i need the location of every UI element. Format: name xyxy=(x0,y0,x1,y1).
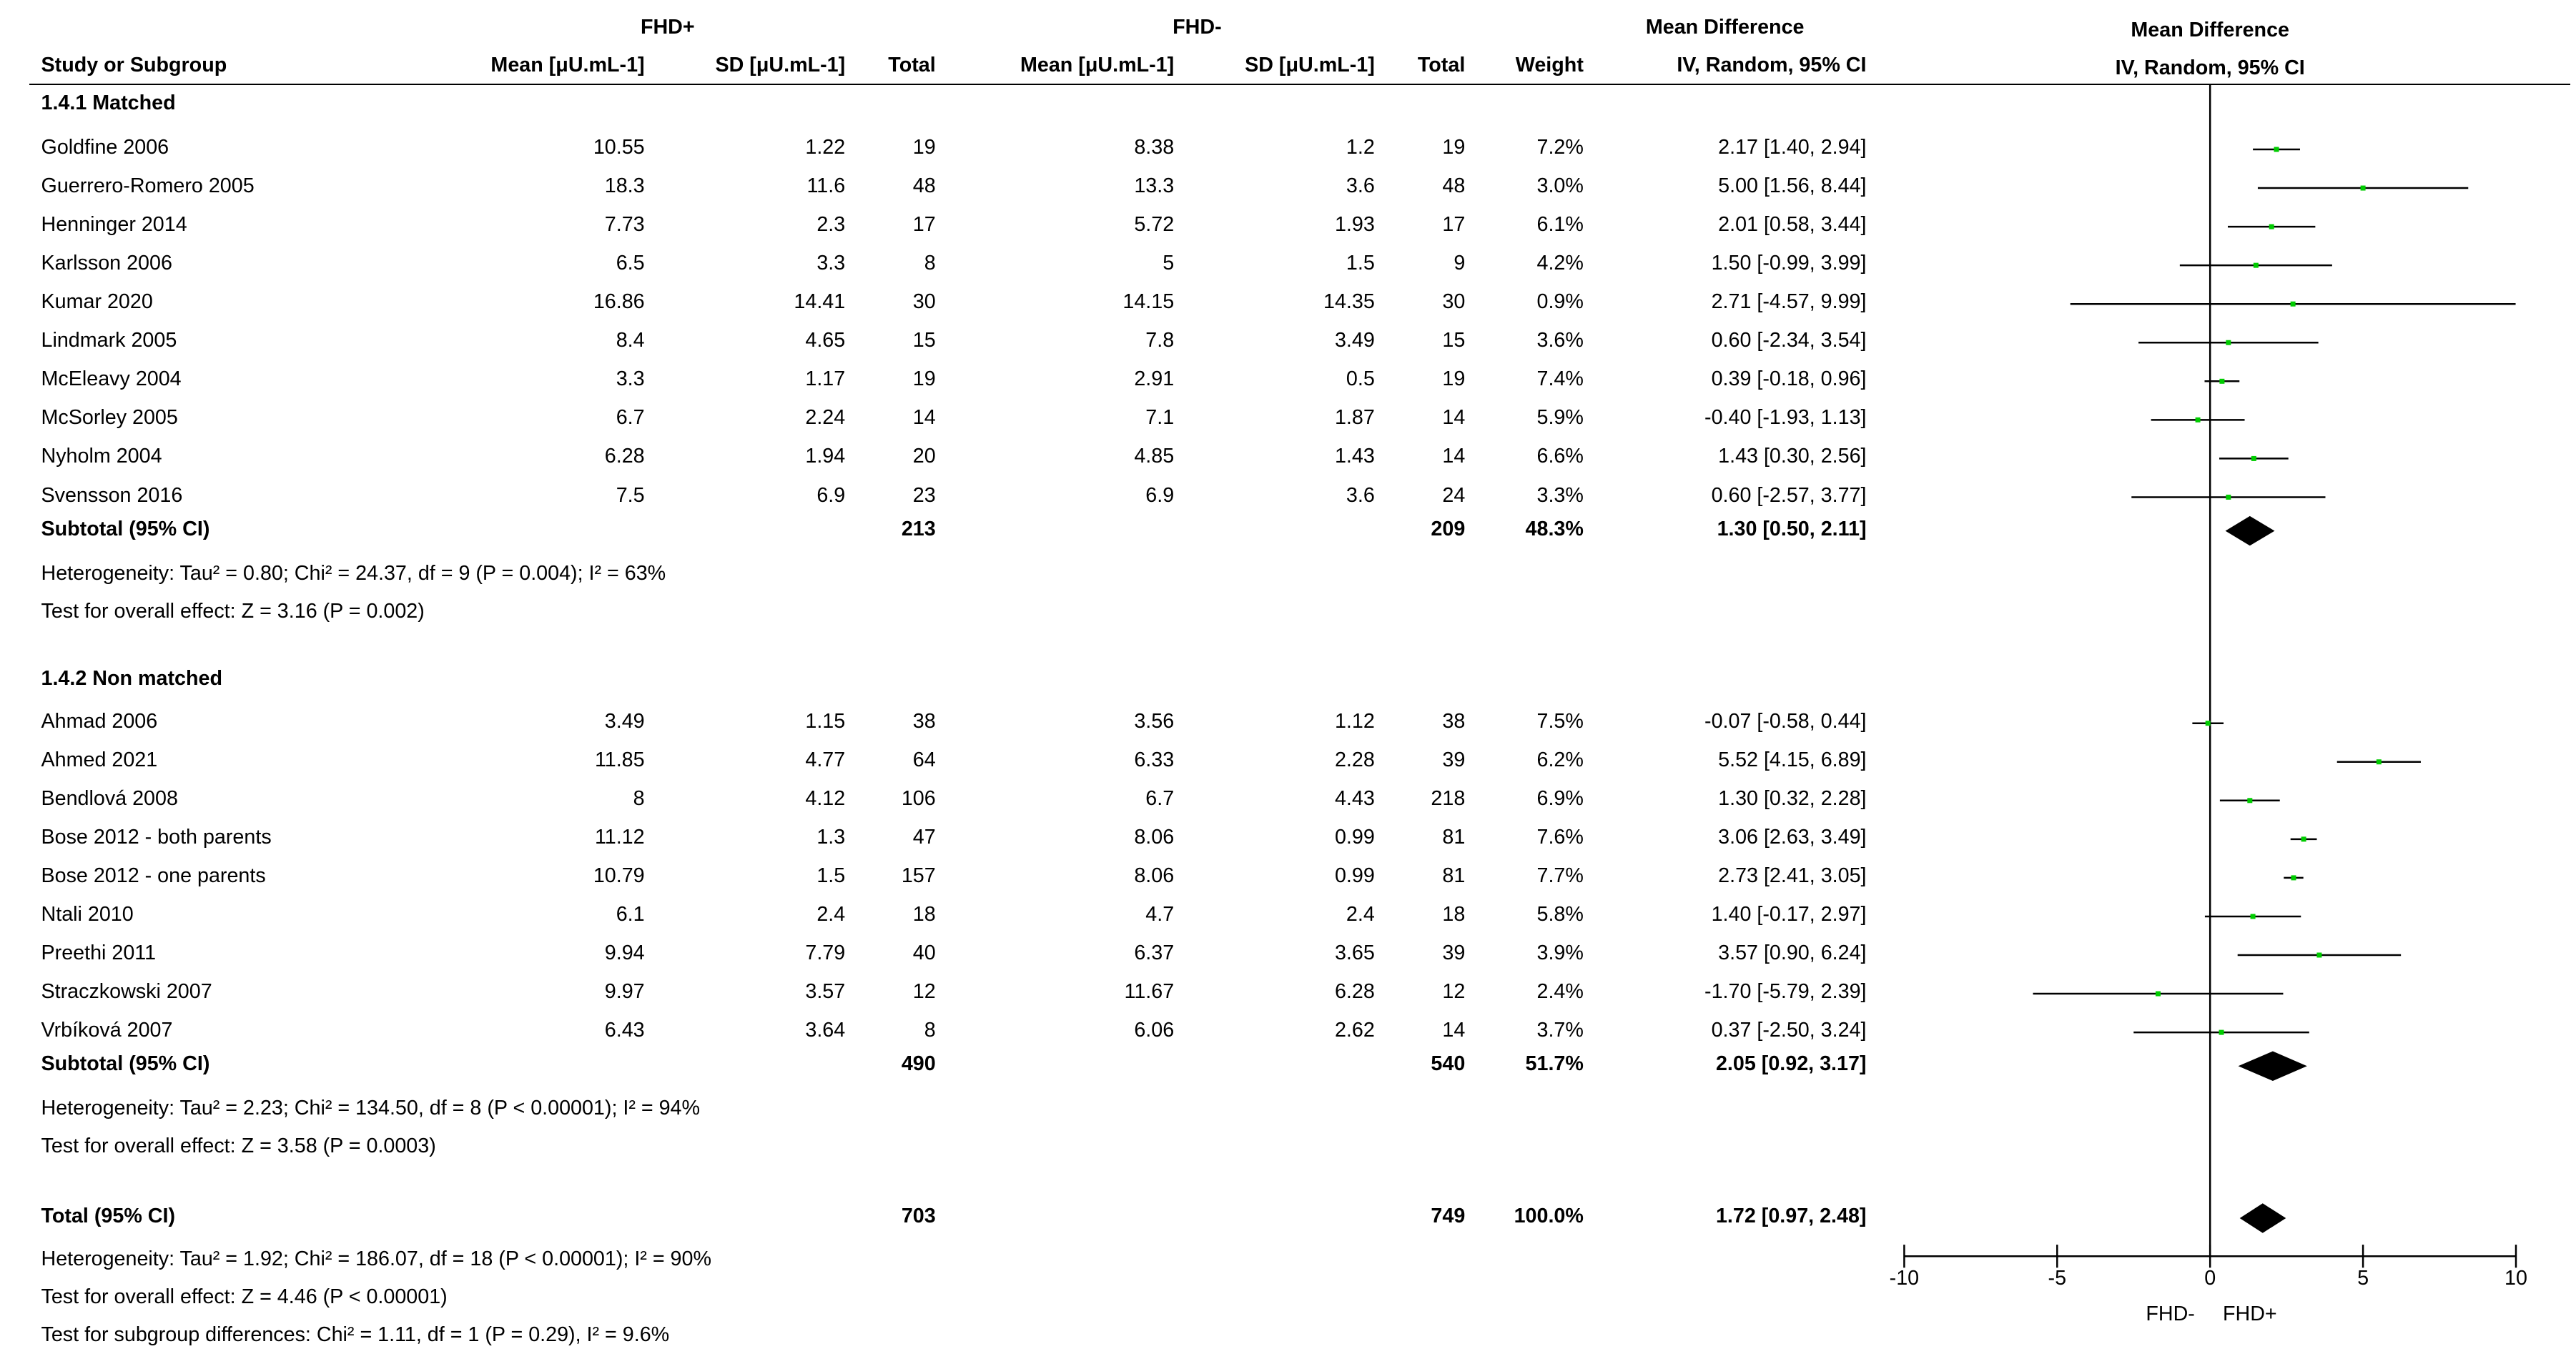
sd-fhd-plus: 2.24 xyxy=(805,406,846,430)
weight: 4.2% xyxy=(1536,252,1584,275)
mean-fhd-plus: 11.12 xyxy=(594,825,645,849)
sd-fhd-minus: 2.4 xyxy=(1346,903,1375,926)
x-tick-label: 10 xyxy=(2505,1267,2527,1290)
study-name: Goldfine 2006 xyxy=(41,136,169,159)
col-header-total-fhd-minus: Total xyxy=(1417,54,1466,77)
study-name: Preethi 2011 xyxy=(41,942,157,965)
sd-fhd-plus: 3.57 xyxy=(805,980,846,1004)
group-header-fhd-minus: FHD- xyxy=(1173,16,1222,39)
sd-fhd-minus: 3.6 xyxy=(1346,174,1375,198)
total-fhd-plus: 64 xyxy=(912,748,936,771)
mean-difference-ci: 1.30 [0.32, 2.28] xyxy=(1718,786,1867,810)
study-name: Ahmed 2021 xyxy=(41,748,158,771)
pooled-diamond xyxy=(2226,516,2275,545)
total-label: Total (95% CI) xyxy=(41,1205,176,1228)
mean-fhd-plus: 8 xyxy=(633,786,645,810)
total-fhd-minus: 24 xyxy=(1442,483,1466,507)
sd-fhd-plus: 1.15 xyxy=(805,709,846,733)
mean-difference-ci: 0.60 [-2.34, 3.54] xyxy=(1711,329,1867,352)
col-header-study: Study or Subgroup xyxy=(41,54,227,77)
footer-stat-3: Test for subgroup differences: Chi² = 1.11, df = 1 (P = 0.29), I² = 9.6% xyxy=(41,1323,670,1346)
total-fhd-plus: 40 xyxy=(912,942,936,965)
effect-point xyxy=(2156,992,2161,997)
mean-fhd-plus: 7.5 xyxy=(616,483,645,507)
study-name: Bose 2012 - both parents xyxy=(41,825,272,849)
sd-fhd-plus: 1.5 xyxy=(816,864,846,887)
sd-fhd-minus: 2.62 xyxy=(1334,1019,1375,1042)
mean-fhd-plus: 6.1 xyxy=(616,903,645,926)
mean-fhd-minus: 2.91 xyxy=(1134,367,1175,391)
study-name: Ahmad 2006 xyxy=(41,709,158,733)
favours-left-label: FHD- xyxy=(2146,1303,2195,1326)
subtotal-total-fhd-minus: 540 xyxy=(1431,1052,1466,1076)
sd-fhd-minus: 4.43 xyxy=(1334,786,1375,810)
subtotal-ci: 2.05 [0.92, 3.17] xyxy=(1715,1052,1867,1076)
total-fhd-minus: 9 xyxy=(1454,252,1466,275)
mean-fhd-plus: 6.28 xyxy=(604,445,645,468)
mean-fhd-plus: 3.3 xyxy=(616,367,645,391)
mean-fhd-minus: 5 xyxy=(1163,252,1175,275)
mean-fhd-minus: 6.06 xyxy=(1134,1019,1175,1042)
total-fhd-plus: 38 xyxy=(912,709,936,733)
weight: 2.4% xyxy=(1536,980,1584,1004)
x-tick-label: -10 xyxy=(1889,1267,1920,1290)
sd-fhd-minus: 3.49 xyxy=(1334,329,1375,352)
study-name: Henninger 2014 xyxy=(41,213,187,237)
pooled-diamond xyxy=(2239,1052,2307,1081)
mean-fhd-minus: 6.37 xyxy=(1134,942,1175,965)
subtotal-total-fhd-plus: 213 xyxy=(901,517,936,540)
mean-difference-ci: 1.43 [0.30, 2.56] xyxy=(1718,445,1867,468)
effect-point xyxy=(2254,263,2259,268)
subtotal-weight: 48.3% xyxy=(1525,517,1584,540)
mean-difference-ci: 5.52 [4.15, 6.89] xyxy=(1718,748,1867,771)
mean-difference-ci: 0.39 [-0.18, 0.96] xyxy=(1711,367,1867,391)
mean-fhd-minus: 6.9 xyxy=(1145,483,1175,507)
sd-fhd-plus: 4.12 xyxy=(805,786,846,810)
subtotal-total-fhd-plus: 490 xyxy=(901,1052,936,1076)
subtotal-weight: 51.7% xyxy=(1525,1052,1584,1076)
sd-fhd-plus: 3.64 xyxy=(805,1019,846,1042)
x-tick-label: -5 xyxy=(2048,1267,2067,1290)
mean-difference-ci: -0.40 [-1.93, 1.13] xyxy=(1704,406,1867,430)
total-fhd-plus: 19 xyxy=(912,367,936,391)
sd-fhd-plus: 11.6 xyxy=(806,174,846,198)
favours-right-label: FHD+ xyxy=(2222,1303,2277,1326)
total-fhd-plus: 30 xyxy=(912,290,936,314)
mean-difference-ci: 0.37 [-2.50, 3.24] xyxy=(1711,1019,1867,1042)
plot-header-sub: IV, Random, 95% CI xyxy=(2115,56,2305,79)
mean-fhd-minus: 7.1 xyxy=(1145,406,1175,430)
sd-fhd-plus: 1.17 xyxy=(805,367,846,391)
mean-fhd-minus: 13.3 xyxy=(1134,174,1175,198)
total-fhd-plus: 14 xyxy=(912,406,936,430)
total-fhd-plus: 8 xyxy=(924,1019,936,1042)
effect-point xyxy=(2291,302,2296,307)
mean-fhd-plus: 9.97 xyxy=(604,980,645,1004)
total-fhd-minus: 48 xyxy=(1442,174,1466,198)
mean-fhd-plus: 18.3 xyxy=(604,174,645,198)
mean-fhd-minus: 6.33 xyxy=(1134,748,1175,771)
subgroup-title: 1.4.1 Matched xyxy=(41,91,176,114)
effect-point xyxy=(2377,759,2382,764)
total-fhd-plus: 18 xyxy=(912,903,936,926)
footer-stat-1: Heterogeneity: Tau² = 1.92; Chi² = 186.07, df = 18 (P < 0.00001); I² = 90% xyxy=(41,1247,711,1270)
mean-difference-ci: 2.01 [0.58, 3.44] xyxy=(1718,213,1867,237)
col-header-mean-fhd-minus: Mean [μU.mL-1] xyxy=(1020,54,1175,77)
overall-effect-text: Test for overall effect: Z = 3.58 (P = 0.0003) xyxy=(41,1135,436,1158)
weight: 7.5% xyxy=(1536,709,1584,733)
total-fhd-plus: 15 xyxy=(912,329,936,352)
sd-fhd-minus: 1.2 xyxy=(1346,136,1375,159)
mean-difference-ci: 0.60 [-2.57, 3.77] xyxy=(1711,483,1867,507)
weight: 7.4% xyxy=(1536,367,1584,391)
weight: 7.6% xyxy=(1536,825,1584,849)
study-name: Guerrero-Romero 2005 xyxy=(41,174,255,198)
effect-point xyxy=(2251,456,2256,461)
weight: 6.2% xyxy=(1536,748,1584,771)
study-name: McSorley 2005 xyxy=(41,406,178,430)
total-fhd-plus: 23 xyxy=(912,483,936,507)
mean-fhd-plus: 10.79 xyxy=(593,864,645,887)
total-n-fhd-minus: 749 xyxy=(1431,1205,1466,1228)
x-tick-label: 0 xyxy=(2204,1267,2216,1290)
total-fhd-minus: 81 xyxy=(1442,825,1466,849)
sd-fhd-minus: 0.5 xyxy=(1346,367,1375,391)
total-fhd-minus: 19 xyxy=(1442,367,1466,391)
mean-fhd-minus: 14.15 xyxy=(1122,290,1175,314)
total-fhd-plus: 12 xyxy=(912,980,936,1004)
weight: 7.2% xyxy=(1536,136,1584,159)
effect-point xyxy=(2226,340,2231,345)
study-name: Nyholm 2004 xyxy=(41,445,162,468)
study-name: Kumar 2020 xyxy=(41,290,153,314)
col-header-total-fhd-plus: Total xyxy=(888,54,936,77)
sd-fhd-plus: 4.77 xyxy=(805,748,846,771)
total-weight: 100.0% xyxy=(1514,1205,1584,1228)
mean-difference-ci: 1.50 [-0.99, 3.99] xyxy=(1711,252,1867,275)
mean-difference-ci: 2.17 [1.40, 2.94] xyxy=(1718,136,1867,159)
total-n-fhd-plus: 703 xyxy=(901,1205,936,1228)
study-name: McEleavy 2004 xyxy=(41,367,182,391)
total-fhd-minus: 218 xyxy=(1431,786,1466,810)
pooled-diamond xyxy=(2240,1203,2286,1232)
mean-fhd-plus: 8.4 xyxy=(616,329,645,352)
weight: 6.6% xyxy=(1536,445,1584,468)
mean-difference-ci: 2.71 [-4.57, 9.99] xyxy=(1711,290,1867,314)
sd-fhd-plus: 1.3 xyxy=(816,825,846,849)
total-fhd-plus: 106 xyxy=(901,786,936,810)
weight: 7.7% xyxy=(1536,864,1584,887)
mean-fhd-plus: 11.85 xyxy=(594,748,645,771)
effect-header: Mean Difference xyxy=(1645,16,1805,39)
subtotal-ci: 1.30 [0.50, 2.11] xyxy=(1717,517,1867,540)
weight: 3.6% xyxy=(1536,329,1584,352)
sd-fhd-plus: 1.22 xyxy=(805,136,846,159)
total-fhd-minus: 81 xyxy=(1442,864,1466,887)
overall-effect-text: Test for overall effect: Z = 3.16 (P = 0.002) xyxy=(41,599,425,623)
effect-point xyxy=(2361,186,2366,191)
total-fhd-minus: 17 xyxy=(1442,213,1466,237)
mean-fhd-plus: 6.7 xyxy=(616,406,645,430)
heterogeneity-text: Heterogeneity: Tau² = 2.23; Chi² = 134.50, df = 8 (P < 0.00001); I² = 94% xyxy=(41,1097,701,1120)
sd-fhd-minus: 3.6 xyxy=(1346,483,1375,507)
sd-fhd-minus: 14.35 xyxy=(1323,290,1375,314)
study-name: Bendlová 2008 xyxy=(41,786,178,810)
mean-fhd-plus: 7.73 xyxy=(604,213,645,237)
total-fhd-minus: 14 xyxy=(1442,406,1466,430)
total-fhd-plus: 157 xyxy=(901,864,936,887)
mean-fhd-plus: 3.49 xyxy=(604,709,645,733)
mean-fhd-plus: 6.5 xyxy=(616,252,645,275)
total-fhd-plus: 19 xyxy=(912,136,936,159)
sd-fhd-minus: 1.93 xyxy=(1334,213,1375,237)
subtotal-label: Subtotal (95% CI) xyxy=(41,517,210,540)
study-name: Svensson 2016 xyxy=(41,483,183,507)
mean-fhd-plus: 6.43 xyxy=(604,1019,645,1042)
forest-plot xyxy=(1072,0,2576,1369)
study-name: Karlsson 2006 xyxy=(41,252,172,275)
sd-fhd-minus: 1.43 xyxy=(1334,445,1375,468)
mean-fhd-minus: 3.56 xyxy=(1134,709,1175,733)
sd-fhd-plus: 2.4 xyxy=(816,903,846,926)
weight: 6.1% xyxy=(1536,213,1584,237)
total-fhd-plus: 17 xyxy=(912,213,936,237)
total-fhd-minus: 39 xyxy=(1442,942,1466,965)
mean-fhd-minus: 6.7 xyxy=(1145,786,1175,810)
effect-point xyxy=(2219,379,2224,384)
col-header-ci: IV, Random, 95% CI xyxy=(1677,54,1867,77)
sd-fhd-plus: 4.65 xyxy=(805,329,846,352)
mean-fhd-minus: 8.06 xyxy=(1134,864,1175,887)
mean-difference-ci: 2.73 [2.41, 3.05] xyxy=(1718,864,1867,887)
group-header-fhd-plus: FHD+ xyxy=(640,16,695,39)
total-fhd-minus: 38 xyxy=(1442,709,1466,733)
sd-fhd-minus: 6.28 xyxy=(1334,980,1375,1004)
total-fhd-minus: 39 xyxy=(1442,748,1466,771)
sd-fhd-minus: 1.5 xyxy=(1346,252,1375,275)
weight: 3.9% xyxy=(1536,942,1584,965)
effect-point xyxy=(2301,836,2306,841)
sd-fhd-minus: 1.12 xyxy=(1334,709,1375,733)
plot-header-title: Mean Difference xyxy=(2131,19,2290,42)
effect-point xyxy=(2251,914,2256,919)
effect-point xyxy=(2274,147,2279,152)
sd-fhd-plus: 7.79 xyxy=(805,942,846,965)
mean-fhd-minus: 4.7 xyxy=(1145,903,1175,926)
mean-fhd-minus: 4.85 xyxy=(1134,445,1175,468)
total-fhd-minus: 14 xyxy=(1442,445,1466,468)
total-fhd-plus: 48 xyxy=(912,174,936,198)
mean-difference-ci: 1.40 [-0.17, 2.97] xyxy=(1711,903,1867,926)
total-fhd-minus: 12 xyxy=(1442,980,1466,1004)
col-header-sd-fhd-plus: SD [μU.mL-1] xyxy=(715,54,846,77)
total-fhd-minus: 18 xyxy=(1442,903,1466,926)
mean-fhd-plus: 9.94 xyxy=(604,942,645,965)
total-fhd-minus: 30 xyxy=(1442,290,1466,314)
total-fhd-minus: 19 xyxy=(1442,136,1466,159)
subtotal-label: Subtotal (95% CI) xyxy=(41,1052,210,1076)
sd-fhd-plus: 6.9 xyxy=(816,483,846,507)
col-header-sd-fhd-minus: SD [μU.mL-1] xyxy=(1245,54,1375,77)
col-header-weight: Weight xyxy=(1515,54,1584,77)
mean-fhd-minus: 8.38 xyxy=(1134,136,1175,159)
effect-point xyxy=(2226,495,2231,500)
mean-fhd-plus: 10.55 xyxy=(593,136,645,159)
mean-difference-ci: 5.00 [1.56, 8.44] xyxy=(1718,174,1867,198)
mean-fhd-minus: 7.8 xyxy=(1145,329,1175,352)
mean-fhd-minus: 8.06 xyxy=(1134,825,1175,849)
total-fhd-plus: 47 xyxy=(912,825,936,849)
header-rule xyxy=(29,84,2570,85)
effect-point xyxy=(2316,953,2321,958)
heterogeneity-text: Heterogeneity: Tau² = 0.80; Chi² = 24.37, df = 9 (P = 0.004); I² = 63% xyxy=(41,561,666,585)
mean-fhd-minus: 5.72 xyxy=(1134,213,1175,237)
study-name: Straczkowski 2007 xyxy=(41,980,212,1004)
sd-fhd-minus: 0.99 xyxy=(1334,864,1375,887)
subgroup-title: 1.4.2 Non matched xyxy=(41,666,222,690)
weight: 3.0% xyxy=(1536,174,1584,198)
weight: 0.9% xyxy=(1536,290,1584,314)
mean-difference-ci: 3.06 [2.63, 3.49] xyxy=(1718,825,1867,849)
study-name: Vrbíková 2007 xyxy=(41,1019,173,1042)
mean-fhd-minus: 11.67 xyxy=(1124,980,1175,1004)
mean-fhd-plus: 16.86 xyxy=(593,290,645,314)
weight: 3.3% xyxy=(1536,483,1584,507)
mean-difference-ci: 3.57 [0.90, 6.24] xyxy=(1718,942,1867,965)
sd-fhd-plus: 14.41 xyxy=(794,290,846,314)
effect-point xyxy=(2196,417,2201,422)
sd-fhd-minus: 1.87 xyxy=(1334,406,1375,430)
subtotal-total-fhd-minus: 209 xyxy=(1431,517,1466,540)
total-fhd-plus: 20 xyxy=(912,445,936,468)
mean-difference-ci: -1.70 [-5.79, 2.39] xyxy=(1704,980,1867,1004)
total-fhd-minus: 14 xyxy=(1442,1019,1466,1042)
col-header-mean-fhd-plus: Mean [μU.mL-1] xyxy=(490,54,645,77)
weight: 6.9% xyxy=(1536,786,1584,810)
study-name: Lindmark 2005 xyxy=(41,329,177,352)
total-ci: 1.72 [0.97, 2.48] xyxy=(1715,1205,1867,1228)
total-fhd-minus: 15 xyxy=(1442,329,1466,352)
sd-fhd-minus: 2.28 xyxy=(1334,748,1375,771)
weight: 5.9% xyxy=(1536,406,1584,430)
x-tick-label: 5 xyxy=(2357,1267,2369,1290)
effect-point xyxy=(2291,875,2296,880)
sd-fhd-minus: 3.65 xyxy=(1334,942,1375,965)
total-fhd-plus: 8 xyxy=(924,252,936,275)
sd-fhd-plus: 3.3 xyxy=(816,252,846,275)
sd-fhd-plus: 2.3 xyxy=(816,213,846,237)
study-name: Bose 2012 - one parents xyxy=(41,864,266,887)
weight: 5.8% xyxy=(1536,903,1584,926)
study-name: Ntali 2010 xyxy=(41,903,134,926)
sd-fhd-minus: 0.99 xyxy=(1334,825,1375,849)
weight: 3.7% xyxy=(1536,1019,1584,1042)
footer-stat-2: Test for overall effect: Z = 4.46 (P < 0.00001) xyxy=(41,1285,448,1308)
effect-point xyxy=(2206,721,2211,726)
effect-point xyxy=(2219,1030,2224,1035)
sd-fhd-plus: 1.94 xyxy=(805,445,846,468)
effect-point xyxy=(2269,224,2274,229)
effect-point xyxy=(2247,798,2252,803)
mean-difference-ci: -0.07 [-0.58, 0.44] xyxy=(1704,709,1867,733)
